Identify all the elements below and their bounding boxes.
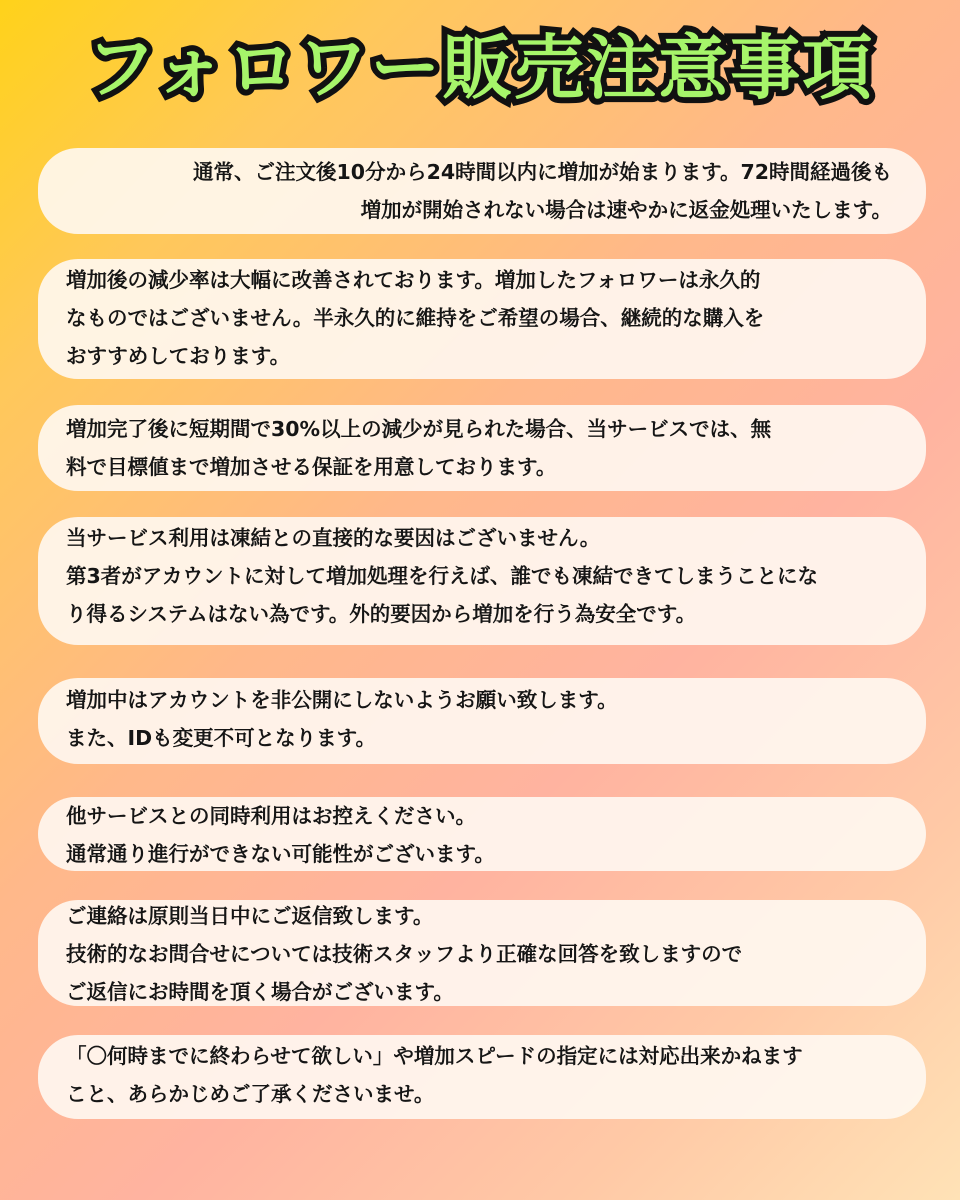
notice-card-4 — [38, 517, 926, 645]
notice-text-concurrent-use: 他サービスとの同時利用はお控えください。 通常通り進行ができない可能性がございます。 — [66, 804, 495, 866]
notice-text-start-timing: 通常、ご注文後10分から24時間以内に増加が始まります。72時間経過後も 増加が開始されない場合は速やかに返金処理いたします。 — [193, 160, 892, 222]
notice-text-account-private: 増加中はアカウントを非公開にしないようお願い致します。 また、IDも変更不可となります。 — [66, 688, 618, 750]
notice-text-guarantee: 増加完了後に短期間で30%以上の減少が見られた場合、当サービスでは、無 料で目標値まで増加させる保証を用意しております。 — [66, 417, 772, 479]
notice-card-5 — [38, 678, 926, 764]
notice-text-contact-reply: ご連絡は原則当日中にご返信致します。 技術的なお問合せについては技術スタッフより正確な回答を致しますので ご返信にお時間を頂く場合がございます。 — [66, 904, 743, 1004]
notice-card-6 — [38, 797, 926, 871]
notice-card-3 — [38, 405, 926, 491]
notice-card-7 — [38, 900, 926, 1006]
notice-text-decrease-rate: 増加後の減少率は大幅に改善されております。増加したフォロワーは永久的 なものではございません。半永久的に維持をご希望の場合、継続的な購入を おすすめしております。 — [66, 268, 765, 368]
notice-card-2 — [38, 259, 926, 379]
notice-card-8 — [38, 1035, 926, 1119]
notice-card-1 — [38, 148, 926, 234]
page-title: フォロワー販売注意事項 — [85, 27, 875, 109]
notice-text-speed-request: 「〇何時までに終わらせて欲しい」や増加スピードの指定には対応出来かねます こと、あらかじめご了承くださいませ。 — [66, 1044, 803, 1106]
notice-text-freeze-safety: 当サービス利用は凍結との直接的な要因はございません。 第3者がアカウントに対して増加処理を行えば、誰でも凍結できてしまうことにな り得るシステムはない為です。外的要因から増加を行う為安全です。 — [66, 526, 819, 626]
